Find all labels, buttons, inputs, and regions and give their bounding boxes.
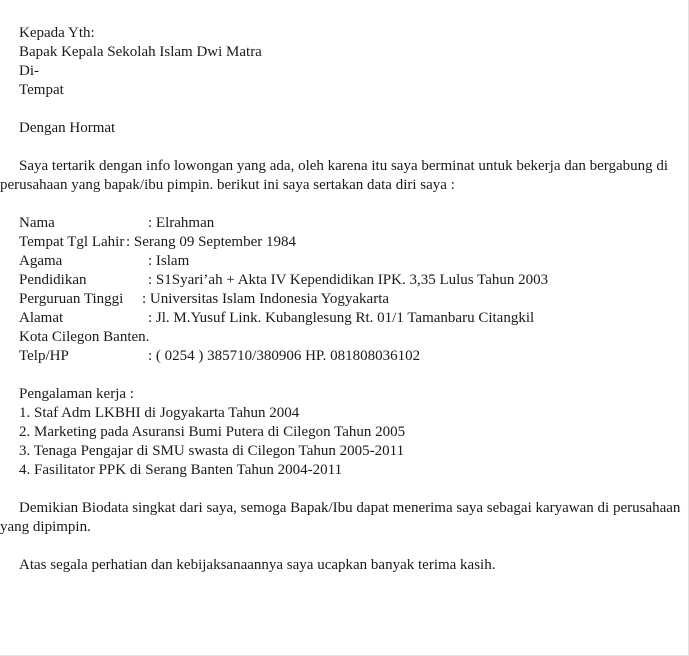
experience-heading: Pengalaman kerja : (19, 386, 134, 402)
biodata-row-nama (19, 214, 619, 233)
field-label: Alamat (19, 310, 64, 326)
field-value: : S1Syari’ah + Akta IV Kependidikan IPK. 3,35 Lulus Tahun 2003 (148, 272, 549, 288)
field-label: Perguruan Tinggi (19, 291, 124, 307)
addressee-line-4: Tempat (19, 82, 64, 98)
addressee-line-3: Di- (19, 63, 39, 79)
biodata-row-telp (19, 347, 619, 366)
field-value: : Universitas Islam Indonesia Yogyakarta (142, 291, 390, 307)
biodata-row-ttl (19, 233, 619, 252)
field-label: Telp/HP (19, 348, 69, 364)
experience-item: 3. Tenaga Pengajar di SMU swasta di Cilegon Tahun 2005-2011 (19, 443, 405, 459)
intro-line-1: Saya tertarik dengan info lowongan yang ada, oleh karena itu saya berminat untuk bekerja dan bergabung di (19, 158, 669, 174)
field-value: : Elrahman (148, 215, 215, 231)
addressee-line-2: Bapak Kepala Sekolah Islam Dwi Matra (19, 44, 262, 60)
field-value: : Jl. M.Yusuf Link. Kubanglesung Rt. 01/1 Tamanbaru Citangkil (148, 310, 535, 326)
biodata-row-agama (19, 252, 619, 271)
experience-item: 2. Marketing pada Asuransi Bumi Putera di Cilegon Tahun 2005 (19, 424, 406, 440)
experience-item: 1. Staf Adm LKBHI di Jogyakarta Tahun 2004 (19, 405, 300, 421)
salutation: Dengan Hormat (19, 120, 116, 136)
closing-line-1: Demikian Biodata singkat dari saya, semoga Bapak/Ibu dapat menerima saya sebagai karyawan di perusahaan (19, 500, 681, 516)
biodata-row-perguruan (19, 290, 619, 309)
biodata-row-pendidikan (19, 271, 669, 290)
closing-line-2: yang dipimpin. (0, 519, 91, 535)
biodata-alamat-continuation: Kota Cilegon Banten. (19, 329, 150, 345)
experience-item: 4. Fasilitator PPK di Serang Banten Tahun 2004-2011 (19, 462, 343, 478)
biodata-row-alamat (19, 309, 669, 328)
closing-thanks: Atas segala perhatian dan kebijaksanaannya saya ucapkan banyak terima kasih. (19, 557, 496, 573)
field-label: Tempat Tgl Lahir (19, 234, 125, 250)
field-value: : Islam (148, 253, 190, 269)
field-value: : ( 0254 ) 385710/380906 HP. 081808036102 (148, 348, 421, 364)
field-value: : Serang 09 September 1984 (126, 234, 296, 250)
addressee-line-1: Kepada Yth: (19, 25, 95, 41)
field-label: Nama (19, 215, 55, 231)
field-label: Pendidikan (19, 272, 87, 288)
field-label: Agama (19, 253, 63, 269)
intro-line-2: perusahaan yang bapak/ibu pimpin. berikut ini saya sertakan data diri saya : (0, 177, 455, 193)
